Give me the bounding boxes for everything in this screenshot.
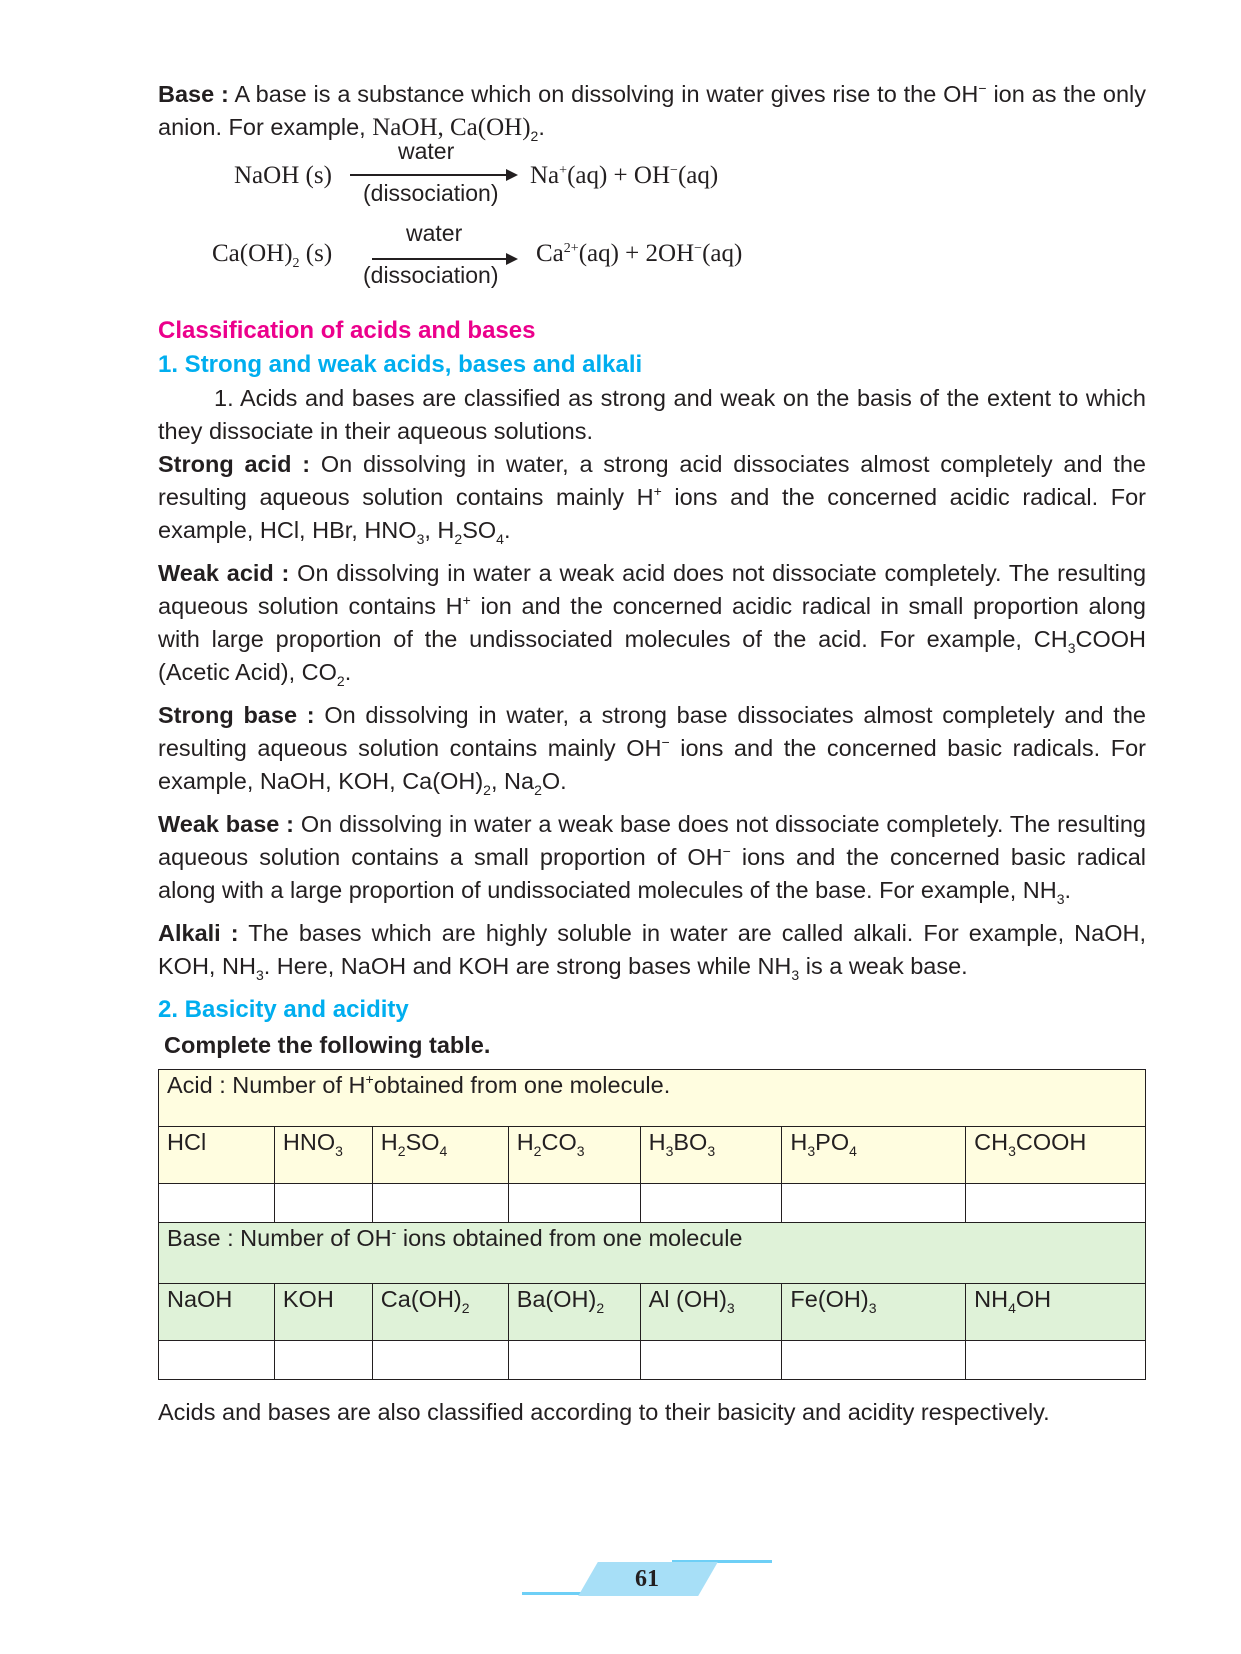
para-text: On dissolving in water a weak acid does not dissociate completely. The resulting aqueous solution contains H <box>158 560 1147 619</box>
subscript: 3 <box>665 1143 674 1159</box>
answer-cell[interactable] <box>966 1341 1146 1380</box>
subscript: 4 <box>439 1143 448 1159</box>
para-text: O. <box>541 768 567 794</box>
eq-part: Ca(OH) <box>212 240 293 267</box>
answer-cell[interactable] <box>782 1184 966 1223</box>
subscript: 2 <box>461 1300 470 1316</box>
subscript: 2 <box>530 128 539 144</box>
para-text: On dissolving in water, a strong acid dissociates almost completely and the resulting aqueous solution contains mainly H <box>158 451 1146 510</box>
answer-cell[interactable] <box>159 1184 275 1223</box>
formula-part: COOH <box>1015 1129 1087 1155</box>
subscript: 2 <box>292 256 300 271</box>
term-label: Strong base : <box>158 702 315 728</box>
charge: − <box>694 241 703 256</box>
page-footer <box>522 1560 772 1600</box>
minus-sup: − <box>978 80 987 96</box>
base-header-cell <box>159 1223 1146 1284</box>
answer-cell[interactable] <box>159 1341 275 1380</box>
answer-cell[interactable] <box>966 1184 1146 1223</box>
formula-part: CH <box>974 1129 1009 1155</box>
acid-name-cell <box>159 1127 275 1184</box>
formula-part: Ca(OH) <box>380 1286 462 1312</box>
base-name-cell <box>782 1284 966 1341</box>
acid-header-cell <box>159 1070 1146 1127</box>
alkali-paragraph <box>158 917 1146 983</box>
para-text: . <box>503 517 511 543</box>
subscript: 2 <box>483 782 491 798</box>
subscript: 3 <box>726 1300 735 1316</box>
base-header-row <box>159 1223 1146 1284</box>
para-text: . Here, NaOH and KOH are strong bases while NH <box>263 953 792 979</box>
subscript: 2 <box>336 673 345 689</box>
subscript: 3 <box>868 1300 877 1316</box>
formula-part: H <box>790 1129 808 1155</box>
para-text: On dissolving in water, a strong base dissociates almost completely and the resulting aqueous solution contains mainly OH <box>158 702 1146 761</box>
formula-part: NH <box>974 1286 1009 1312</box>
subscript: 2 <box>596 1300 605 1316</box>
acid-name-cell <box>508 1127 640 1184</box>
answer-cell[interactable] <box>640 1184 782 1223</box>
acid-name-cell <box>966 1127 1146 1184</box>
charge: − <box>722 843 731 859</box>
page-number: 61 <box>635 1566 659 1592</box>
eq-condition: water <box>406 220 463 246</box>
cell-text: Acid : Number of H <box>167 1072 366 1098</box>
heading-basicity: 2. Basicity and acidity <box>158 996 409 1023</box>
eq-part: (s) <box>299 240 333 267</box>
term-label: Alkali : <box>158 920 239 946</box>
charge: − <box>670 163 678 178</box>
para-text: , H <box>424 517 455 543</box>
cell-text: obtained from one molecule. <box>373 1072 671 1098</box>
strong-base-paragraph <box>158 699 1146 798</box>
formula-part: BO <box>673 1129 708 1155</box>
para-text: ions and the concerned basic radical along with a large proportion of undissociated molecules of the base. For example, NH <box>158 844 1146 903</box>
base-answer-row <box>159 1341 1146 1380</box>
base-name-cell <box>640 1284 782 1341</box>
charge: - <box>391 1224 397 1240</box>
eq-rhs <box>536 240 742 268</box>
base-name-cell <box>372 1284 508 1341</box>
para-text: . <box>344 659 352 685</box>
equation-caoh2 <box>158 220 1146 306</box>
subscript: 2 <box>454 531 463 547</box>
formula-part: KOH <box>282 1286 334 1312</box>
answer-cell[interactable] <box>274 1341 372 1380</box>
charge: + <box>462 592 471 608</box>
subscript: 3 <box>1056 891 1065 907</box>
formula-part: HCl <box>167 1129 207 1155</box>
formula-part: NaOH <box>167 1286 233 1312</box>
heading-strong-weak: 1. Strong and weak acids, bases and alkali <box>158 351 643 378</box>
subscript: 3 <box>791 967 800 983</box>
para-text: On dissolving in water a weak base does not dissociate completely. The resulting aqueous solution contains a small proportion of OH <box>158 811 1146 870</box>
answer-cell[interactable] <box>782 1341 966 1380</box>
formula-part: HNO <box>282 1129 336 1155</box>
eq-part: (aq) + 2OH <box>578 240 695 267</box>
para-text: ion and the concerned acidic radical in small proportion along with large proportion of the undissociated molecules of the acid. For example, CH <box>158 593 1146 652</box>
eq-part: (aq) <box>702 240 743 267</box>
base-name-cell <box>159 1284 275 1341</box>
subscript: 3 <box>576 1143 585 1159</box>
base-name-cell <box>274 1284 372 1341</box>
subscript: 3 <box>807 1143 816 1159</box>
subscript: 3 <box>416 531 425 547</box>
eq-rhs <box>530 162 718 190</box>
eq-part: Na <box>530 162 560 189</box>
weak-base-paragraph <box>158 808 1146 907</box>
base-text: A base is a substance which on dissolving in water gives rise to the OH <box>228 81 979 107</box>
subscript: 4 <box>849 1143 857 1159</box>
acid-names-row <box>159 1127 1146 1184</box>
punct: . <box>538 114 545 140</box>
subscript: 3 <box>1008 1143 1016 1159</box>
acid-name-cell <box>640 1127 782 1184</box>
charge: + <box>559 163 568 178</box>
subscript: 2 <box>534 782 542 798</box>
charge: + <box>653 483 662 499</box>
strong-acid-paragraph <box>158 448 1146 547</box>
weak-acid-paragraph <box>158 557 1146 689</box>
eq-lhs <box>212 240 333 271</box>
para-text: COOH (Acetic Acid), CO <box>158 626 1146 685</box>
eq-part: Ca <box>536 240 564 267</box>
para-text: SO <box>462 517 497 543</box>
subscript: 3 <box>1067 640 1076 656</box>
formula-part: SO <box>405 1129 440 1155</box>
formula-part: Fe(OH) <box>790 1286 869 1312</box>
eq-lhs: NaOH (s) <box>234 162 332 189</box>
answer-cell[interactable] <box>274 1184 372 1223</box>
subscript: 3 <box>335 1143 343 1159</box>
para-text: , Na <box>490 768 535 794</box>
term-label: Strong acid : <box>158 451 311 477</box>
subscript: 4 <box>496 531 504 547</box>
reaction-arrow <box>372 258 516 260</box>
term-label: Weak base : <box>158 811 294 837</box>
base-text: ion as the only anion. For example, <box>158 81 1146 140</box>
basicity-acidity-table <box>158 1069 1146 1380</box>
heading-classification: Classification of acids and bases <box>158 317 536 344</box>
subscript: 2 <box>533 1143 542 1159</box>
base-names-row <box>159 1284 1146 1341</box>
formula-part: H <box>380 1129 398 1155</box>
charge: + <box>365 1071 374 1087</box>
base-label: Base : <box>158 81 229 107</box>
cell-text: Base : Number of OH <box>167 1225 392 1251</box>
acid-name-cell <box>372 1127 508 1184</box>
formula-part: CO <box>541 1129 577 1155</box>
para-text: The bases which are highly soluble in water are called alkali. For example, NaOH, KOH, NH <box>158 920 1146 979</box>
subscript: 3 <box>707 1143 716 1159</box>
acid-answer-row <box>159 1184 1146 1223</box>
eq-condition: (dissociation) <box>363 262 499 288</box>
base-name-cell <box>966 1284 1146 1341</box>
subscript: 2 <box>397 1143 406 1159</box>
eq-condition: water <box>398 138 455 164</box>
para-text: ions and the concerned basic radicals. For example, NaOH, KOH, Ca(OH) <box>158 735 1146 794</box>
subscript: 3 <box>255 967 264 983</box>
equation-naoh <box>158 138 1146 230</box>
table-caption: Complete the following table. <box>164 1032 491 1058</box>
formula-part: OH <box>1015 1286 1052 1312</box>
base-definition <box>158 78 1146 144</box>
answer-cell[interactable] <box>640 1341 782 1380</box>
acid-header-row <box>159 1070 1146 1127</box>
eq-condition: (dissociation) <box>363 180 499 206</box>
formula-part: PO <box>815 1129 850 1155</box>
eq-part: (aq) <box>677 162 719 189</box>
term-label: Weak acid : <box>158 560 290 586</box>
acid-name-cell <box>274 1127 372 1184</box>
para-text: ions and the concerned acidic radical. For example, HCl, HBr, HNO <box>158 484 1146 543</box>
formula-part: H <box>648 1129 666 1155</box>
answer-cell[interactable] <box>372 1341 508 1380</box>
para-text: is a weak base. <box>799 953 968 979</box>
intro-paragraph: 1. Acids and bases are classified as strong and weak on the basis of the extent to which they dissociate in their aqueous solutions. <box>158 385 1146 444</box>
para-text: . <box>1064 877 1072 903</box>
closing-sentence: Acids and bases are also classified according to their basicity and acidity respectively. <box>158 1399 1050 1425</box>
charge: − <box>661 734 670 750</box>
acid-name-cell <box>782 1127 966 1184</box>
cell-text: ions obtained from one molecule <box>396 1225 743 1251</box>
charge: 2+ <box>563 241 579 256</box>
reaction-arrow <box>350 174 516 176</box>
subscript: 4 <box>1008 1300 1016 1316</box>
formula-part: Ba(OH) <box>516 1286 597 1312</box>
answer-cell[interactable] <box>508 1341 640 1380</box>
answer-cell[interactable] <box>372 1184 508 1223</box>
base-name-cell <box>508 1284 640 1341</box>
example-formula: NaOH, Ca(OH) <box>372 114 531 141</box>
formula-part: H <box>516 1129 534 1155</box>
eq-part: (aq) + OH <box>567 162 671 189</box>
page-content <box>158 78 1146 1429</box>
answer-cell[interactable] <box>508 1184 640 1223</box>
formula-part: Al (OH) <box>648 1286 727 1312</box>
